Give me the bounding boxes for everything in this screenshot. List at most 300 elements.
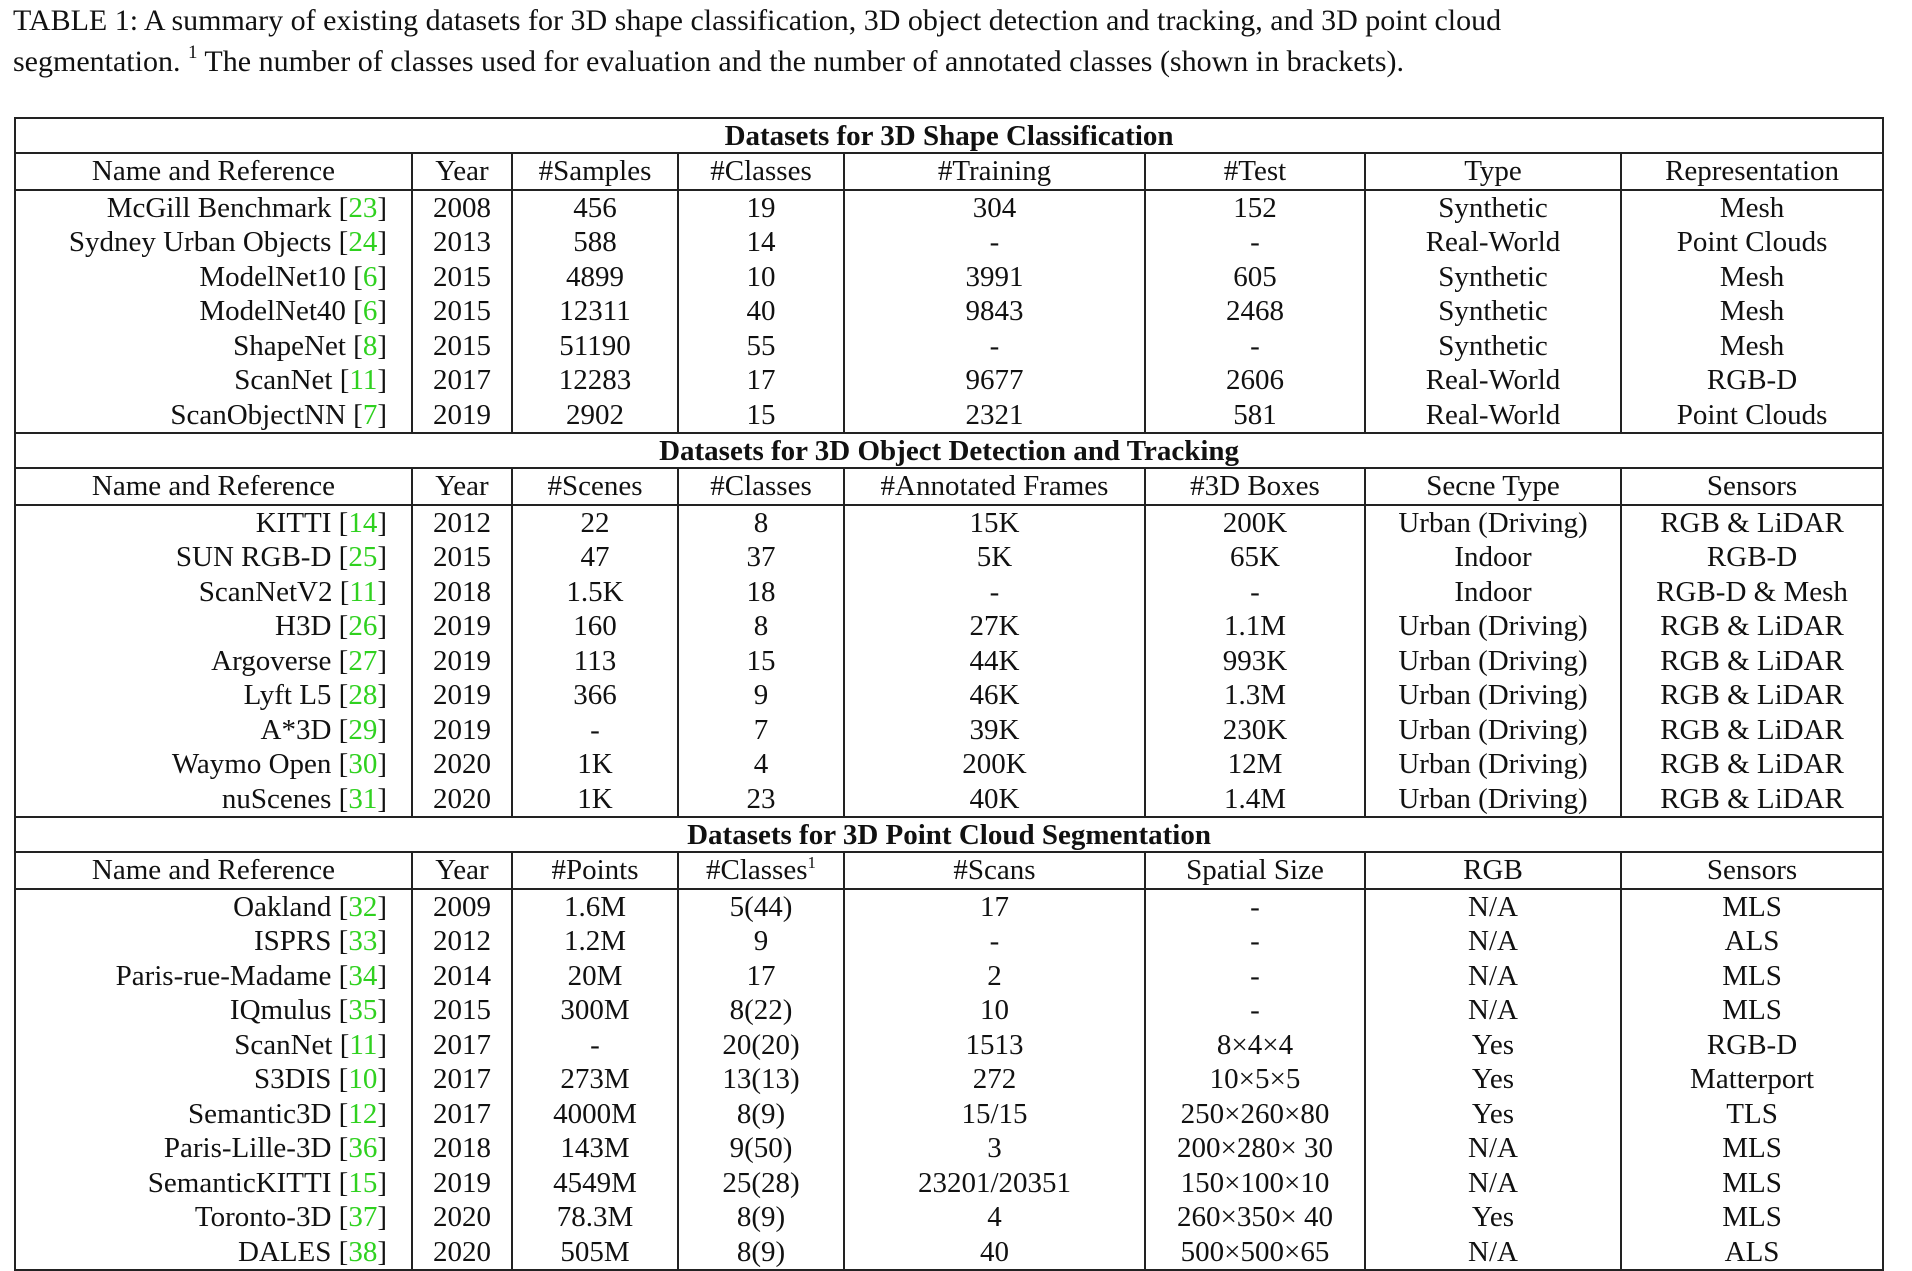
section-title-row bbox=[15, 817, 1883, 852]
citation-link[interactable]: 33 bbox=[348, 925, 378, 958]
table-row bbox=[15, 575, 1883, 610]
dataset-name-cell: Oakland [32] bbox=[15, 889, 412, 925]
dataset-name-cell: A*3D [29] bbox=[15, 713, 412, 748]
citation-link[interactable]: 32 bbox=[348, 890, 378, 923]
table-cell: Point Clouds bbox=[1621, 225, 1883, 260]
caption-line-2-start: segmentation. bbox=[13, 45, 188, 78]
header-row bbox=[15, 468, 1883, 505]
table-cell: - bbox=[844, 924, 1145, 959]
table-cell: - bbox=[844, 225, 1145, 260]
table-cell: N/A bbox=[1365, 1235, 1621, 1271]
table-cell: 505M bbox=[512, 1235, 678, 1271]
dataset-name-cell: ScanNetV2 [11] bbox=[15, 575, 412, 610]
table-cell: 1.4M bbox=[1145, 782, 1365, 818]
table-cell: Synthetic bbox=[1365, 329, 1621, 364]
table-cell: 5K bbox=[844, 540, 1145, 575]
citation-link[interactable]: 36 bbox=[348, 1132, 378, 1165]
citation-link[interactable]: 38 bbox=[348, 1235, 378, 1268]
table-cell: 2019 bbox=[412, 644, 512, 679]
column-header-label: Spatial Size bbox=[1186, 854, 1324, 887]
table-cell: 20(20) bbox=[678, 1028, 844, 1063]
column-header-label: Type bbox=[1464, 155, 1522, 188]
table-cell: 1.2M bbox=[512, 924, 678, 959]
citation-link[interactable]: 25 bbox=[348, 541, 378, 574]
table-cell: 2020 bbox=[412, 1200, 512, 1235]
table-cell: MLS bbox=[1621, 1200, 1883, 1235]
column-header bbox=[844, 852, 1145, 889]
table-cell: Mesh bbox=[1621, 260, 1883, 295]
table-body bbox=[15, 118, 1883, 1270]
table-cell: 12311 bbox=[512, 294, 678, 329]
table-cell: 1.1M bbox=[1145, 609, 1365, 644]
header-row bbox=[15, 153, 1883, 190]
dataset-name-cell: ScanObjectNN [7] bbox=[15, 398, 412, 434]
table-cell: Mesh bbox=[1621, 329, 1883, 364]
footnote-mark: 1 bbox=[187, 42, 198, 63]
dataset-name: ModelNet10 bbox=[199, 260, 346, 293]
dataset-name: nuScenes bbox=[221, 782, 332, 815]
table-cell: 200×280× 30 bbox=[1145, 1131, 1365, 1166]
column-header bbox=[678, 153, 844, 190]
table-cell: Urban (Driving) bbox=[1365, 713, 1621, 748]
dataset-name-cell: nuScenes [31] bbox=[15, 782, 412, 818]
table-cell: - bbox=[1145, 993, 1365, 1028]
table-cell: 9(50) bbox=[678, 1131, 844, 1166]
table-cell: 8(22) bbox=[678, 993, 844, 1028]
dataset-name: McGill Benchmark bbox=[106, 191, 332, 224]
table-row bbox=[15, 959, 1883, 994]
table-cell: 46K bbox=[844, 678, 1145, 713]
table-row bbox=[15, 329, 1883, 364]
dataset-name: ShapeNet bbox=[233, 329, 346, 362]
dataset-name: Lyft L5 bbox=[243, 679, 332, 712]
dataset-name: Paris-rue-Madame bbox=[115, 959, 332, 992]
table-cell: 993K bbox=[1145, 644, 1365, 679]
column-header bbox=[844, 153, 1145, 190]
column-header bbox=[1365, 153, 1621, 190]
table-cell: 8 bbox=[678, 505, 844, 541]
citation-link[interactable]: 8 bbox=[362, 329, 378, 362]
table-cell: 1K bbox=[512, 747, 678, 782]
table-cell: 15 bbox=[678, 644, 844, 679]
dataset-name: Toronto-3D bbox=[194, 1201, 332, 1234]
section-title-row bbox=[15, 433, 1883, 468]
table-cell: 9843 bbox=[844, 294, 1145, 329]
dataset-name: Argoverse bbox=[211, 644, 332, 677]
dataset-name-cell: ISPRS [33] bbox=[15, 924, 412, 959]
table-cell: MLS bbox=[1621, 1166, 1883, 1201]
citation-link[interactable]: 29 bbox=[348, 713, 378, 746]
table-cell: 260×350× 40 bbox=[1145, 1200, 1365, 1235]
table-cell: Urban (Driving) bbox=[1365, 782, 1621, 818]
column-header-label: #Classes bbox=[710, 155, 812, 188]
table-row bbox=[15, 1131, 1883, 1166]
table-cell: 2015 bbox=[412, 294, 512, 329]
column-header bbox=[1145, 468, 1365, 505]
table-cell: - bbox=[844, 329, 1145, 364]
dataset-name-cell: ModelNet40 [6] bbox=[15, 294, 412, 329]
dataset-name: SUN RGB-D bbox=[175, 541, 332, 574]
table-cell: MLS bbox=[1621, 959, 1883, 994]
dataset-name-cell: KITTI [14] bbox=[15, 505, 412, 541]
citation-link[interactable]: 23 bbox=[348, 191, 378, 224]
column-header-label: #Classes bbox=[706, 854, 808, 887]
table-cell: Point Clouds bbox=[1621, 398, 1883, 434]
column-header-label: Name and Reference bbox=[91, 155, 336, 188]
table-cell: Real-World bbox=[1365, 398, 1621, 434]
dataset-name-cell: ScanNet [11] bbox=[15, 363, 412, 398]
table-cell: RGB & LiDAR bbox=[1621, 644, 1883, 679]
column-header-label: Secne Type bbox=[1426, 470, 1560, 503]
datasets-table-container bbox=[14, 117, 1882, 1271]
citation-link[interactable]: 37 bbox=[348, 1201, 378, 1234]
table-cell: 273M bbox=[512, 1062, 678, 1097]
table-cell: 272 bbox=[844, 1062, 1145, 1097]
table-cell: Urban (Driving) bbox=[1365, 747, 1621, 782]
column-header-label: Year bbox=[435, 470, 489, 503]
dataset-name-cell: ScanNet [11] bbox=[15, 1028, 412, 1063]
table-cell: 2015 bbox=[412, 329, 512, 364]
column-header-label: RGB bbox=[1463, 854, 1523, 887]
table-cell: RGB & LiDAR bbox=[1621, 609, 1883, 644]
table-cell: 1K bbox=[512, 782, 678, 818]
citation-link[interactable]: 10 bbox=[348, 1063, 378, 1096]
column-header bbox=[678, 852, 844, 889]
table-cell: 10×5×5 bbox=[1145, 1062, 1365, 1097]
table-cell: 4899 bbox=[512, 260, 678, 295]
table-cell: 65K bbox=[1145, 540, 1365, 575]
dataset-name: H3D bbox=[275, 610, 332, 643]
citation-link[interactable]: 11 bbox=[349, 1028, 378, 1061]
dataset-name: A*3D bbox=[260, 713, 332, 746]
dataset-name: Oakland bbox=[233, 890, 332, 923]
dataset-name: ScanObjectNN bbox=[170, 398, 346, 431]
citation-link[interactable]: 30 bbox=[348, 748, 378, 781]
column-header bbox=[15, 468, 412, 505]
table-cell: 10 bbox=[678, 260, 844, 295]
table-cell: 39K bbox=[844, 713, 1145, 748]
table-cell: 2606 bbox=[1145, 363, 1365, 398]
table-cell: 7 bbox=[678, 713, 844, 748]
table-cell: 2902 bbox=[512, 398, 678, 434]
table-cell: 2017 bbox=[412, 363, 512, 398]
citation-link[interactable]: 28 bbox=[348, 679, 378, 712]
table-cell: 2019 bbox=[412, 398, 512, 434]
column-header-label: #Training bbox=[937, 155, 1052, 188]
table-cell: 27K bbox=[844, 609, 1145, 644]
column-header-label: #Classes bbox=[710, 470, 812, 503]
dataset-name-cell: SemanticKITTI [15] bbox=[15, 1166, 412, 1201]
table-cell: 19 bbox=[678, 190, 844, 226]
dataset-name: ISPRS bbox=[254, 925, 332, 958]
table-cell: 17 bbox=[678, 959, 844, 994]
citation-link[interactable]: 14 bbox=[348, 506, 378, 539]
table-row bbox=[15, 1166, 1883, 1201]
table-cell: TLS bbox=[1621, 1097, 1883, 1132]
dataset-name-cell: ShapeNet [8] bbox=[15, 329, 412, 364]
table-cell: 78.3M bbox=[512, 1200, 678, 1235]
table-cell: 2018 bbox=[412, 1131, 512, 1166]
table-cell: Synthetic bbox=[1365, 190, 1621, 226]
caption-line-1: TABLE 1: A summary of existing datasets for 3D shape classification, 3D object detection and tracking, and 3D point cloud bbox=[13, 4, 1502, 37]
dataset-name-cell: IQmulus [35] bbox=[15, 993, 412, 1028]
citation-link[interactable]: 26 bbox=[348, 610, 378, 643]
table-cell: 10 bbox=[844, 993, 1145, 1028]
dataset-name: ScanNet bbox=[234, 364, 333, 397]
citation-link[interactable]: 15 bbox=[348, 1166, 378, 1199]
table-cell: 18 bbox=[678, 575, 844, 610]
table-cell: Synthetic bbox=[1365, 294, 1621, 329]
table-cell: 304 bbox=[844, 190, 1145, 226]
table-cell: Urban (Driving) bbox=[1365, 678, 1621, 713]
table-cell: N/A bbox=[1365, 1131, 1621, 1166]
citation-link[interactable]: 27 bbox=[348, 644, 378, 677]
table-row bbox=[15, 1200, 1883, 1235]
table-cell: 2017 bbox=[412, 1062, 512, 1097]
table-cell: 160 bbox=[512, 609, 678, 644]
table-cell: 2015 bbox=[412, 540, 512, 575]
table-cell: 20M bbox=[512, 959, 678, 994]
citation-link[interactable]: 6 bbox=[362, 260, 378, 293]
citation-link[interactable]: 24 bbox=[348, 226, 378, 259]
table-cell: 2012 bbox=[412, 924, 512, 959]
datasets-table bbox=[14, 117, 1884, 1271]
table-cell: 1.6M bbox=[512, 889, 678, 925]
column-header-label: #Scans bbox=[953, 854, 1036, 887]
column-header bbox=[15, 153, 412, 190]
table-cell: 4 bbox=[844, 1200, 1145, 1235]
table-cell: 150×100×10 bbox=[1145, 1166, 1365, 1201]
dataset-name: ScanNetV2 bbox=[198, 575, 333, 608]
table-cell: 44K bbox=[844, 644, 1145, 679]
table-cell: Matterport bbox=[1621, 1062, 1883, 1097]
column-header bbox=[1365, 852, 1621, 889]
dataset-name-cell: Toronto-3D [37] bbox=[15, 1200, 412, 1235]
table-cell: RGB & LiDAR bbox=[1621, 747, 1883, 782]
column-header bbox=[512, 468, 678, 505]
table-cell: 8(9) bbox=[678, 1200, 844, 1235]
dataset-name-cell: DALES [38] bbox=[15, 1235, 412, 1271]
table-cell: 2019 bbox=[412, 713, 512, 748]
table-cell: 2017 bbox=[412, 1097, 512, 1132]
table-cell: RGB & LiDAR bbox=[1621, 505, 1883, 541]
header-row bbox=[15, 852, 1883, 889]
table-cell: N/A bbox=[1365, 889, 1621, 925]
table-cell: 3991 bbox=[844, 260, 1145, 295]
table-cell: 2468 bbox=[1145, 294, 1365, 329]
dataset-name-cell: ModelNet10 [6] bbox=[15, 260, 412, 295]
table-caption bbox=[13, 0, 1893, 82]
dataset-name: S3DIS bbox=[254, 1063, 332, 1096]
table-cell: RGB-D bbox=[1621, 1028, 1883, 1063]
table-cell: 2008 bbox=[412, 190, 512, 226]
table-cell: 1.3M bbox=[1145, 678, 1365, 713]
caption-line-2 bbox=[13, 41, 1893, 82]
table-cell: 152 bbox=[1145, 190, 1365, 226]
table-cell: 47 bbox=[512, 540, 678, 575]
dataset-name-cell: Argoverse [27] bbox=[15, 644, 412, 679]
table-cell: ALS bbox=[1621, 1235, 1883, 1271]
table-cell: - bbox=[1145, 575, 1365, 610]
table-cell: Urban (Driving) bbox=[1365, 505, 1621, 541]
dataset-name: SemanticKITTI bbox=[147, 1166, 332, 1199]
table-cell: 55 bbox=[678, 329, 844, 364]
citation-link[interactable]: 35 bbox=[348, 994, 378, 1027]
column-header bbox=[1365, 468, 1621, 505]
column-header bbox=[1621, 852, 1883, 889]
column-header-label: Sensors bbox=[1706, 854, 1798, 887]
column-header-label: #Scenes bbox=[547, 470, 643, 503]
column-header-label: #Points bbox=[551, 854, 639, 887]
citation-link[interactable]: 11 bbox=[349, 575, 378, 608]
citation-link[interactable]: 31 bbox=[348, 782, 378, 815]
table-cell: 8×4×4 bbox=[1145, 1028, 1365, 1063]
table-cell: RGB & LiDAR bbox=[1621, 713, 1883, 748]
table-cell: 113 bbox=[512, 644, 678, 679]
table-cell: 17 bbox=[678, 363, 844, 398]
table-cell: 12283 bbox=[512, 363, 678, 398]
dataset-name: KITTI bbox=[255, 506, 332, 539]
column-header bbox=[512, 153, 678, 190]
citation-link[interactable]: 34 bbox=[348, 959, 378, 992]
table-cell: 2015 bbox=[412, 260, 512, 295]
citation-link[interactable]: 11 bbox=[349, 364, 378, 397]
table-cell: MLS bbox=[1621, 993, 1883, 1028]
table-cell: 456 bbox=[512, 190, 678, 226]
table-cell: 200K bbox=[844, 747, 1145, 782]
column-header bbox=[1145, 153, 1365, 190]
table-row bbox=[15, 505, 1883, 541]
table-cell: 500×500×65 bbox=[1145, 1235, 1365, 1271]
table-row bbox=[15, 260, 1883, 295]
table-row bbox=[15, 1097, 1883, 1132]
table-row bbox=[15, 609, 1883, 644]
table-cell: 4549M bbox=[512, 1166, 678, 1201]
dataset-name: ScanNet bbox=[234, 1028, 333, 1061]
table-cell: 2020 bbox=[412, 747, 512, 782]
table-cell: 8(9) bbox=[678, 1235, 844, 1271]
dataset-name: Semantic3D bbox=[188, 1097, 332, 1130]
table-cell: 2020 bbox=[412, 782, 512, 818]
table-cell: - bbox=[844, 575, 1145, 610]
column-header bbox=[1621, 468, 1883, 505]
table-cell: 9 bbox=[678, 678, 844, 713]
table-cell: 3 bbox=[844, 1131, 1145, 1166]
column-header bbox=[678, 468, 844, 505]
table-cell: N/A bbox=[1365, 959, 1621, 994]
table-row bbox=[15, 993, 1883, 1028]
table-cell: 2020 bbox=[412, 1235, 512, 1271]
dataset-name: IQmulus bbox=[229, 994, 332, 1027]
table-row bbox=[15, 398, 1883, 434]
table-cell: 5(44) bbox=[678, 889, 844, 925]
table-cell: 300M bbox=[512, 993, 678, 1028]
column-header bbox=[1621, 153, 1883, 190]
table-cell: Yes bbox=[1365, 1028, 1621, 1063]
table-cell: 8 bbox=[678, 609, 844, 644]
table-cell: RGB-D bbox=[1621, 540, 1883, 575]
table-cell: Urban (Driving) bbox=[1365, 644, 1621, 679]
column-header bbox=[412, 468, 512, 505]
dataset-name: Sydney Urban Objects bbox=[68, 226, 332, 259]
dataset-name-cell: S3DIS [10] bbox=[15, 1062, 412, 1097]
dataset-name-cell: SUN RGB-D [25] bbox=[15, 540, 412, 575]
table-cell: 2019 bbox=[412, 609, 512, 644]
table-cell: 230K bbox=[1145, 713, 1365, 748]
table-cell: 143M bbox=[512, 1131, 678, 1166]
column-header bbox=[412, 153, 512, 190]
table-cell: - bbox=[1145, 924, 1365, 959]
section-title: Datasets for 3D Point Cloud Segmentation bbox=[15, 817, 1883, 852]
table-row bbox=[15, 924, 1883, 959]
table-cell: 15/15 bbox=[844, 1097, 1145, 1132]
table-cell: 581 bbox=[1145, 398, 1365, 434]
table-cell: - bbox=[512, 713, 678, 748]
table-cell: 14 bbox=[678, 225, 844, 260]
dataset-name-cell: McGill Benchmark [23] bbox=[15, 190, 412, 226]
table-cell: 605 bbox=[1145, 260, 1365, 295]
table-cell: 2017 bbox=[412, 1028, 512, 1063]
table-cell: 40 bbox=[844, 1235, 1145, 1271]
dataset-name-cell: Lyft L5 [28] bbox=[15, 678, 412, 713]
citation-link[interactable]: 6 bbox=[362, 295, 378, 328]
table-cell: 40K bbox=[844, 782, 1145, 818]
table-cell: - bbox=[1145, 329, 1365, 364]
table-cell: 2018 bbox=[412, 575, 512, 610]
table-row bbox=[15, 1235, 1883, 1271]
citation-link[interactable]: 12 bbox=[348, 1097, 378, 1130]
table-cell: 2019 bbox=[412, 1166, 512, 1201]
table-cell: MLS bbox=[1621, 889, 1883, 925]
table-cell: Mesh bbox=[1621, 190, 1883, 226]
header-footnote-mark: 1 bbox=[807, 853, 816, 873]
table-cell: 2015 bbox=[412, 993, 512, 1028]
dataset-name-cell: Paris-Lille-3D [36] bbox=[15, 1131, 412, 1166]
section-title: Datasets for 3D Shape Classification bbox=[15, 118, 1883, 153]
table-cell: Urban (Driving) bbox=[1365, 609, 1621, 644]
dataset-name-cell: Sydney Urban Objects [24] bbox=[15, 225, 412, 260]
table-cell: RGB & LiDAR bbox=[1621, 678, 1883, 713]
dataset-name-cell: Paris-rue-Madame [34] bbox=[15, 959, 412, 994]
table-cell: 25(28) bbox=[678, 1166, 844, 1201]
table-cell: 23201/20351 bbox=[844, 1166, 1145, 1201]
table-cell: 2019 bbox=[412, 678, 512, 713]
dataset-name: DALES bbox=[237, 1235, 332, 1268]
table-row bbox=[15, 190, 1883, 226]
table-cell: Indoor bbox=[1365, 575, 1621, 610]
table-cell: ALS bbox=[1621, 924, 1883, 959]
dataset-name: Waymo Open bbox=[171, 748, 332, 781]
table-row bbox=[15, 363, 1883, 398]
table-cell: N/A bbox=[1365, 993, 1621, 1028]
table-cell: 588 bbox=[512, 225, 678, 260]
table-cell: Yes bbox=[1365, 1062, 1621, 1097]
table-row bbox=[15, 713, 1883, 748]
table-cell: 9 bbox=[678, 924, 844, 959]
table-cell: 9677 bbox=[844, 363, 1145, 398]
dataset-name-cell: H3D [26] bbox=[15, 609, 412, 644]
table-cell: 366 bbox=[512, 678, 678, 713]
table-cell: 2013 bbox=[412, 225, 512, 260]
column-header bbox=[512, 852, 678, 889]
table-row bbox=[15, 644, 1883, 679]
citation-link[interactable]: 7 bbox=[362, 398, 378, 431]
table-cell: 2321 bbox=[844, 398, 1145, 434]
table-cell: 250×260×80 bbox=[1145, 1097, 1365, 1132]
dataset-name: Paris-Lille-3D bbox=[163, 1132, 332, 1165]
column-header bbox=[1145, 852, 1365, 889]
table-row bbox=[15, 540, 1883, 575]
